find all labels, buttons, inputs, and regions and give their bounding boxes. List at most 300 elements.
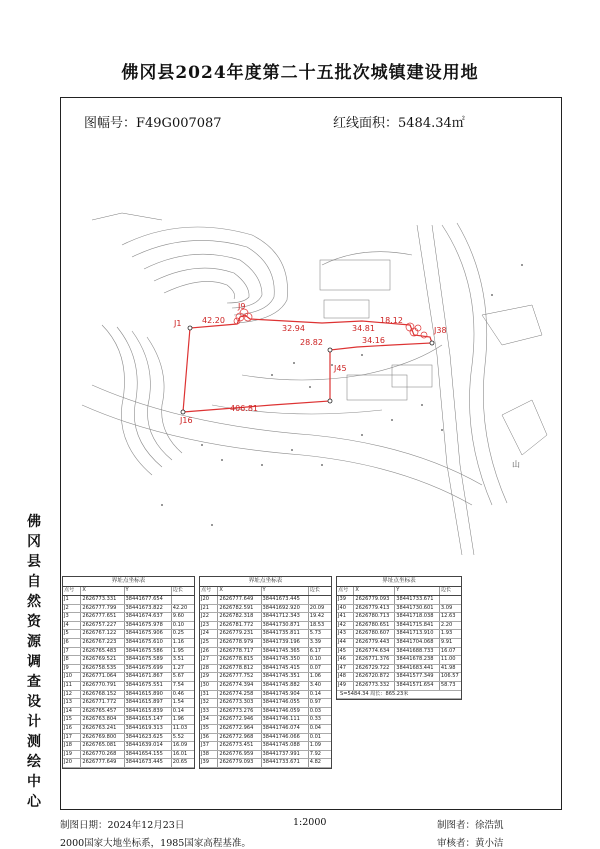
table-cell: J27: [200, 656, 218, 664]
table-cell: J48: [337, 673, 354, 681]
table-cell: 38441739.196: [262, 639, 309, 647]
table-cell: 2626772.946: [218, 716, 261, 724]
table-cell: 0.14: [309, 690, 322, 697]
table-cell: 18.53: [309, 621, 325, 628]
table-cell: J1: [63, 596, 81, 604]
table-cell: 38441713.910: [395, 630, 440, 638]
table-cell: 38441746.059: [262, 708, 309, 716]
table-row: [200, 708, 331, 717]
coordinate-tables: [62, 576, 462, 808]
table-row: [337, 596, 461, 605]
table-cell: J22: [200, 613, 218, 621]
table-row: [200, 734, 331, 743]
table-cell: 38441615.890: [125, 691, 172, 699]
table-cell: 3.39: [309, 638, 322, 645]
table-cell: 2626768.152: [81, 691, 124, 699]
table-cell: 38441712.343: [262, 613, 309, 621]
edge-label: 34.81: [352, 324, 375, 333]
table-cell: 1.95: [172, 647, 185, 654]
table-cell: 1.06: [309, 673, 322, 680]
table-cell: J21: [200, 605, 218, 613]
table-cell: 1.09: [309, 742, 322, 749]
table-cell: 0.07: [309, 664, 322, 671]
table-cell: 38441730.601: [395, 605, 440, 613]
table-cell: 38441675.906: [125, 630, 172, 638]
table-cell: [172, 596, 194, 604]
table-cell: 2626771.064: [81, 673, 124, 681]
table-row: [63, 725, 194, 734]
org-char: 自: [27, 574, 41, 590]
table-cell: 16.01: [172, 750, 188, 757]
table-cell: 0.25: [172, 630, 185, 637]
table-cell: J36: [200, 734, 218, 742]
table-cell: 2626773.451: [218, 742, 261, 750]
table-cell: 38441746.111: [262, 716, 309, 724]
table-cell: J17: [63, 734, 81, 742]
table-cell: 38441733.671: [395, 596, 440, 604]
table-cell: 38441673.822: [125, 605, 172, 613]
table-caption: 界址点坐标表: [382, 578, 416, 584]
table-cell: [440, 596, 461, 604]
table-cell: 2626780.607: [354, 630, 395, 638]
table-header-cell: X: [218, 587, 261, 595]
table-cell: J30: [200, 682, 218, 690]
drawing-date: 制图日期：2024年12月23日: [60, 820, 185, 831]
map-scale: 1:2000: [293, 817, 327, 828]
table-row: [200, 648, 331, 657]
table-summary: S=5484.34 周长：865.23米: [337, 691, 461, 700]
org-char: 绘: [27, 754, 41, 770]
table-row: [200, 665, 331, 674]
table-cell: 3.09: [440, 604, 453, 611]
table-cell: 11.03: [172, 724, 188, 731]
table-cell: 38441745.415: [262, 665, 309, 673]
org-char: 中: [27, 774, 41, 790]
table-cell: 7.54: [172, 681, 185, 688]
org-char: 然: [27, 594, 41, 610]
table-cell: 2626770.791: [81, 682, 124, 690]
org-char: 资: [27, 614, 41, 630]
table-cell: 38441615.897: [125, 699, 172, 707]
table-cell: 38441571.654: [395, 682, 440, 690]
table-cell: 38441654.155: [125, 751, 172, 759]
table-cell: 38441677.654: [125, 596, 172, 604]
table-cell: 38441746.074: [262, 725, 309, 733]
table-row: [63, 673, 194, 682]
table-cell: J24: [200, 630, 218, 638]
point-label: J1: [174, 319, 182, 328]
table-cell: 38441745.904: [262, 691, 309, 699]
table-cell: 0.14: [172, 707, 185, 714]
table-cell: [309, 596, 331, 604]
table-cell: 38441673.445: [262, 596, 309, 604]
table-cell: 2626772.968: [218, 734, 261, 742]
table-cell: 38441745.088: [262, 742, 309, 750]
table-cell: 2626779.443: [354, 639, 395, 647]
table-cell: 38441623.625: [125, 734, 172, 742]
table-cell: 38441675.589: [125, 656, 172, 664]
table-cell: 1.54: [172, 699, 185, 706]
table-cell: 2626767.223: [81, 639, 124, 647]
table-cell: 2626765.483: [81, 648, 124, 656]
table-cell: J6: [63, 639, 81, 647]
org-char: 调: [27, 654, 41, 670]
table-cell: 106.57: [440, 673, 459, 680]
org-char: 查: [27, 674, 41, 690]
table-cell: 2626763.241: [81, 725, 124, 733]
table-cell: 2626778.812: [218, 665, 261, 673]
table-cell: 38441577.349: [395, 673, 440, 681]
table-header-cell: Y: [125, 587, 172, 595]
table-cell: 38441674.637: [125, 613, 172, 621]
table-cell: 2626777.752: [218, 673, 261, 681]
table-cell: 2626774.634: [354, 648, 395, 656]
table-row: [63, 648, 194, 657]
table-row: [337, 605, 461, 614]
table-cell: J47: [337, 665, 354, 673]
org-char: 冈: [27, 534, 41, 550]
table-cell: J26: [200, 648, 218, 656]
table-cell: 1.93: [440, 630, 453, 637]
table-cell: 38441746.066: [262, 734, 309, 742]
table-cell: 5.73: [309, 630, 322, 637]
table-row: [63, 665, 194, 674]
table-cell: 38441619.313: [125, 725, 172, 733]
table-cell: 7.92: [309, 750, 322, 757]
table-cell: 2626781.772: [218, 622, 261, 630]
table-cell: J11: [63, 682, 81, 690]
edge-label: 18.12: [380, 316, 403, 325]
table-header-cell: 边长: [440, 587, 452, 593]
point-label: J16: [180, 416, 193, 425]
table-cell: 38441692.920: [262, 605, 309, 613]
edge-label: 406.81: [230, 404, 258, 413]
table-cell: J20: [63, 759, 81, 767]
table-cell: 2626729.722: [354, 665, 395, 673]
table-row: [337, 630, 461, 639]
table-cell: 38441745.365: [262, 648, 309, 656]
table-cell: 2626779.231: [218, 630, 261, 638]
table-cell: J37: [200, 742, 218, 750]
table-row: [63, 682, 194, 691]
table-cell: 38441735.811: [262, 630, 309, 638]
table-row: [63, 630, 194, 639]
edge-label: 28.82: [300, 338, 323, 347]
table-cell: J7: [63, 648, 81, 656]
table-cell: J39: [337, 596, 354, 604]
table-cell: J34: [200, 716, 218, 724]
table-cell: 16.09: [172, 742, 188, 749]
table-row: [200, 716, 331, 725]
table-cell: J3: [63, 613, 81, 621]
document-title: 佛冈县2024年度第二十五批次城镇建设用地: [121, 63, 479, 83]
table-cell: J46: [337, 656, 354, 664]
table-cell: 6.17: [309, 647, 322, 654]
table-row: [200, 699, 331, 708]
table-cell: 42.20: [172, 604, 188, 611]
table-header-cell: 点号: [337, 587, 354, 595]
table-cell: J49: [337, 682, 354, 690]
table-cell: J33: [200, 708, 218, 716]
table-cell: 2626720.872: [354, 673, 395, 681]
table-cell: 41.98: [440, 664, 456, 671]
table-cell: 16.07: [440, 647, 456, 654]
table-cell: 2626769.521: [81, 656, 124, 664]
table-header-cell: 点号: [200, 587, 218, 595]
table-caption: 界址点坐标表: [111, 578, 146, 584]
table-row: [337, 656, 461, 665]
table-cell: J42: [337, 622, 354, 630]
table-cell: 38441718.038: [395, 613, 440, 621]
table-row: [63, 716, 194, 725]
table-cell: J40: [337, 605, 354, 613]
table-cell: 0.10: [309, 656, 322, 663]
table-cell: 1.27: [172, 664, 185, 671]
table-cell: J23: [200, 622, 218, 630]
table-row: [200, 673, 331, 682]
table-cell: 38441615.839: [125, 708, 172, 716]
table-cell: 38441675.586: [125, 648, 172, 656]
table-row: [63, 699, 194, 708]
table-cell: 38441704.068: [395, 639, 440, 647]
table-cell: 3.51: [172, 656, 185, 663]
table-cell: 5.67: [172, 673, 185, 680]
table-row: [63, 605, 194, 614]
table-header-cell: 边长: [172, 587, 183, 593]
table-cell: 5.52: [172, 733, 185, 740]
table-row: [63, 751, 194, 760]
table-cell: 1.16: [172, 638, 185, 645]
table-cell: 38441671.867: [125, 673, 172, 681]
table-row: [200, 630, 331, 639]
table-cell: 38441615.147: [125, 716, 172, 724]
table-cell: 0.97: [309, 699, 322, 706]
table-row: [200, 759, 331, 768]
table-cell: 2626778.979: [218, 639, 261, 647]
table-cell: J32: [200, 699, 218, 707]
table-header-cell: X: [81, 587, 124, 595]
table-row: [337, 648, 461, 657]
survey-map: [62, 205, 560, 565]
table-cell: J9: [63, 665, 81, 673]
org-char: 县: [27, 554, 41, 570]
table-cell: 2626774.258: [218, 691, 261, 699]
sheet-number: 图幅号：F49G007087: [84, 116, 222, 131]
org-char: 设: [27, 694, 41, 710]
table-cell: J38: [200, 751, 218, 759]
table-cell: 2626773.331: [81, 596, 124, 604]
table-cell: 38441745.351: [262, 673, 309, 681]
table-cell: J41: [337, 613, 354, 621]
table-cell: J25: [200, 639, 218, 647]
table-cell: 38441745.882: [262, 682, 309, 690]
table-cell: 2626757.227: [81, 622, 124, 630]
table-cell: J18: [63, 742, 81, 750]
table-cell: 19.42: [309, 613, 325, 620]
table-row: [337, 665, 461, 674]
table-row: [200, 605, 331, 614]
table-row: [200, 691, 331, 700]
table-row: [63, 639, 194, 648]
table-row: [63, 742, 194, 751]
table-row: [337, 682, 461, 691]
org-char: 测: [27, 734, 41, 750]
org-char: 计: [27, 714, 41, 730]
coordinate-table: [62, 576, 195, 769]
table-row: [63, 708, 194, 717]
coordinate-system: 2000国家大地坐标系，1985国家高程基准。: [60, 838, 251, 849]
table-row: [337, 673, 461, 682]
table-cell: 2626772.964: [218, 725, 261, 733]
org-char: 源: [27, 634, 41, 650]
table-cell: J44: [337, 639, 354, 647]
table-row: [63, 613, 194, 622]
table-cell: 2626780.651: [354, 622, 395, 630]
table-cell: 38441733.671: [262, 759, 309, 767]
table-cell: 2626763.804: [81, 716, 124, 724]
table-cell: 38441675.978: [125, 622, 172, 630]
table-cell: 2626779.413: [354, 605, 395, 613]
table-row: [63, 759, 194, 768]
table-cell: 2626782.591: [218, 605, 261, 613]
table-cell: 38441730.871: [262, 622, 309, 630]
checker: 审核者：黄小洁: [437, 838, 504, 849]
table-row: [200, 639, 331, 648]
table-cell: 2626777.649: [81, 759, 124, 767]
table-cell: 0.04: [309, 724, 322, 731]
table-cell: 4.82: [309, 759, 322, 766]
edge-label: 34.16: [362, 336, 385, 345]
table-cell: 38441683.441: [395, 665, 440, 673]
table-cell: 20.65: [172, 759, 188, 766]
table-cell: 2626776.959: [218, 751, 261, 759]
table-caption: 界址点坐标表: [248, 578, 283, 584]
table-cell: 2626769.800: [81, 734, 124, 742]
table-cell: 38441678.238: [395, 656, 440, 664]
table-cell: 0.03: [309, 707, 322, 714]
table-cell: 58.73: [440, 681, 456, 688]
table-row: [337, 622, 461, 631]
table-cell: J5: [63, 630, 81, 638]
table-cell: J14: [63, 708, 81, 716]
table-cell: J16: [63, 725, 81, 733]
table-cell: 38441715.841: [395, 622, 440, 630]
table-cell: 1.96: [172, 716, 185, 723]
table-cell: 38441675.551: [125, 682, 172, 690]
table-cell: 2626777.651: [81, 613, 124, 621]
table-cell: 38441745.350: [262, 656, 309, 664]
table-cell: 38441639.014: [125, 742, 172, 750]
table-row: [200, 742, 331, 751]
table-cell: J12: [63, 691, 81, 699]
table-cell: 38441746.055: [262, 699, 309, 707]
table-row: [200, 751, 331, 760]
org-char: 心: [27, 794, 41, 810]
table-cell: 2626771.772: [81, 699, 124, 707]
table-cell: J39: [200, 759, 218, 767]
table-cell: 2626774.394: [218, 682, 261, 690]
table-row: [200, 725, 331, 734]
table-cell: 38441737.991: [262, 751, 309, 759]
table-row: [200, 656, 331, 665]
table-cell: 38441675.699: [125, 665, 172, 673]
hill-label: 山: [512, 460, 520, 469]
table-cell: 2.20: [440, 621, 453, 628]
table-cell: J20: [200, 596, 218, 604]
table-cell: 2626770.268: [81, 751, 124, 759]
organization-vertical: [22, 512, 46, 812]
table-cell: 2626773.276: [218, 708, 261, 716]
table-cell: J19: [63, 751, 81, 759]
table-cell: 0.01: [309, 733, 322, 740]
table-cell: J15: [63, 716, 81, 724]
table-cell: 0.46: [172, 690, 185, 697]
table-cell: 9.60: [172, 613, 185, 620]
table-header-cell: Y: [262, 587, 309, 595]
table-cell: 2626779.093: [354, 596, 395, 604]
table-cell: J10: [63, 673, 81, 681]
table-cell: 2626758.535: [81, 665, 124, 673]
table-header-cell: 点号: [63, 587, 81, 595]
table-row: [63, 622, 194, 631]
table-cell: 3.40: [309, 681, 322, 688]
table-row: [63, 656, 194, 665]
table-cell: 2626771.376: [354, 656, 395, 664]
table-row: [337, 613, 461, 622]
table-row: [200, 622, 331, 631]
table-row: [200, 682, 331, 691]
table-cell: 38441675.610: [125, 639, 172, 647]
coordinate-table: [336, 576, 462, 700]
table-cell: 38441688.733: [395, 648, 440, 656]
table-cell: 9.91: [440, 638, 453, 645]
table-cell: 38441673.445: [125, 759, 172, 767]
table-row: [63, 691, 194, 700]
table-cell: J4: [63, 622, 81, 630]
table-cell: J2: [63, 605, 81, 613]
table-cell: 2626767.122: [81, 630, 124, 638]
table-row: [337, 639, 461, 648]
point-label: J45: [334, 364, 347, 373]
redline-area: 红线面积：5484.34㎡: [333, 116, 465, 131]
table-cell: J13: [63, 699, 81, 707]
table-row: [63, 734, 194, 743]
table-cell: 2626773.303: [218, 699, 261, 707]
org-char: 佛: [27, 514, 41, 530]
point-label: J38: [434, 326, 447, 335]
table-row: [200, 613, 331, 622]
edge-label: 32.94: [282, 324, 305, 333]
coordinate-table: [199, 576, 332, 769]
table-row: [200, 596, 331, 605]
table-cell: 2626778.815: [218, 656, 261, 664]
table-cell: J43: [337, 630, 354, 638]
table-cell: 2626782.318: [218, 613, 261, 621]
table-header-cell: 边长: [309, 587, 320, 593]
table-cell: 11.00: [440, 656, 456, 663]
table-cell: 2626780.713: [354, 613, 395, 621]
table-cell: 20.09: [309, 604, 325, 611]
edge-label: 42.20: [202, 316, 225, 325]
point-label: J9: [238, 302, 246, 311]
table-cell: 0.10: [172, 621, 185, 628]
drafter: 制图者：徐浩凯: [437, 820, 504, 831]
table-cell: J31: [200, 691, 218, 699]
table-cell: 2626777.649: [218, 596, 261, 604]
table-cell: 12.63: [440, 613, 456, 620]
table-header-cell: X: [354, 587, 395, 595]
table-cell: 2626773.332: [354, 682, 395, 690]
